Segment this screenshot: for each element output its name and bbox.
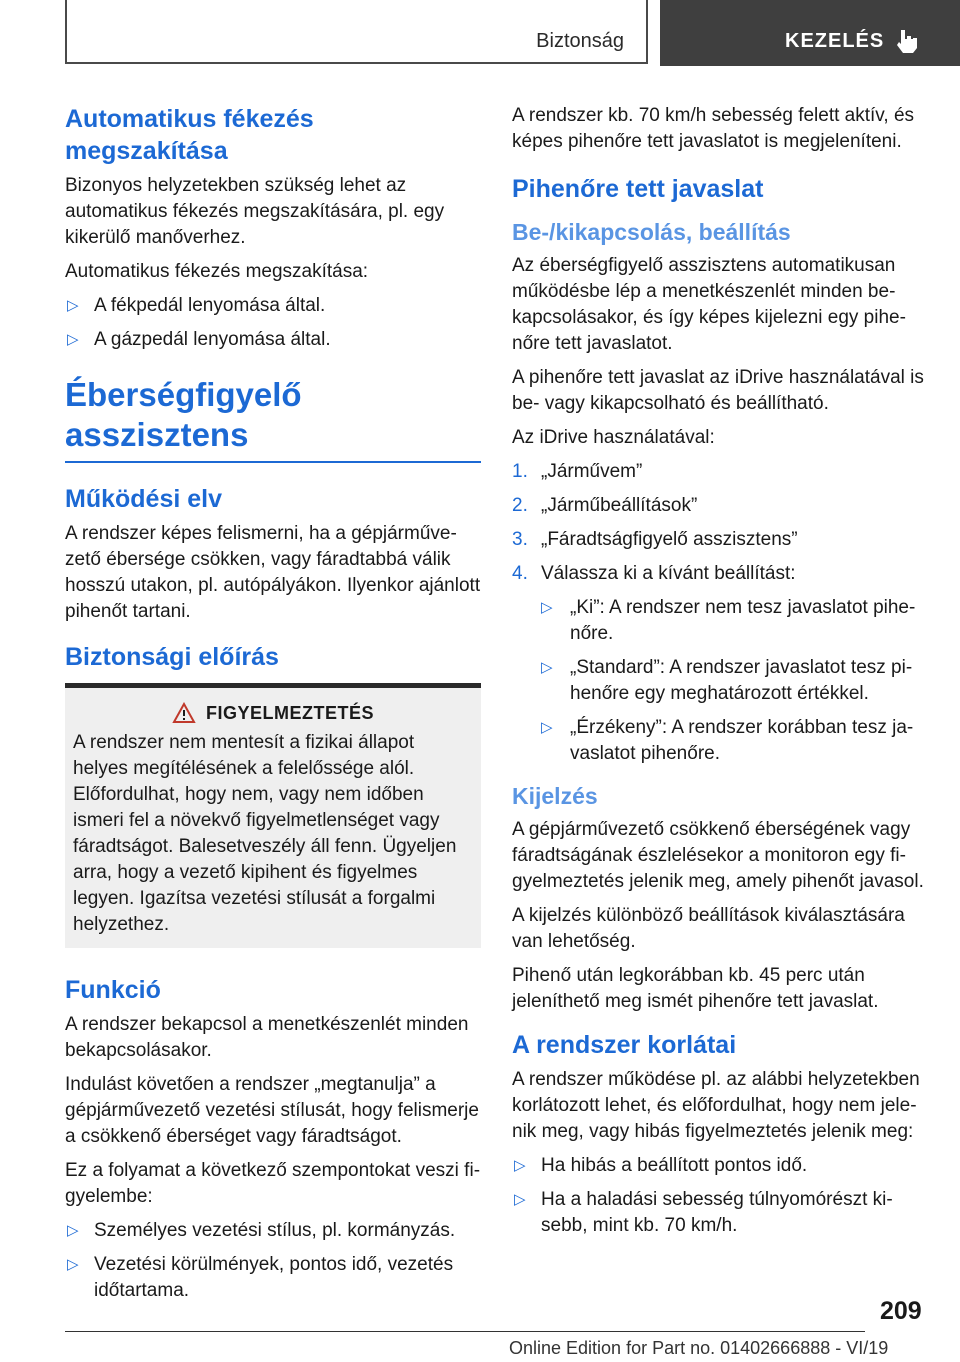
step-number: 4. xyxy=(512,563,528,584)
list-item-text: „Érzékeny”: A rendszer korábban tesz javaslatot pihenőre. xyxy=(570,717,914,764)
header-chapter-title: KEZELÉS xyxy=(785,30,885,52)
sub-list xyxy=(541,595,927,767)
list-item-text: „Ki”: A rendszer nem tesz javaslatot pihenőre. xyxy=(570,597,916,644)
paragraph: A gépjárművezető csökkenő éberségének vagy fáradtságának észlelésekor a monitoron egy figyelmeztetés jelenik meg, amely pihenőt javasol. xyxy=(512,819,924,892)
paragraph: Ez a folyamat a következő szempontokat veszi figyelembe: xyxy=(65,1160,481,1207)
hand-pointer-icon xyxy=(893,26,921,59)
step-text: „Járművem” xyxy=(541,461,643,482)
paragraph: Automatikus fékezés megszakítása: xyxy=(65,261,369,282)
warning-text: A rendszer nem mentesít a fizikai állapot helyes megítélésének a felelőssége alól. Előfordulhat, hogy nem, vagy nem időben ismeri fel a növekvő figyelmetlenséget vagy fáradtságot. Balesetveszély áll fenn. Ügyeljen arra, hogy a vezető kipihent és figyelmes legyen. Igazítsa vezetési stílusát a forgalmi helyzethez. xyxy=(73,732,457,935)
list-item xyxy=(65,1218,481,1244)
left-column xyxy=(65,103,481,1314)
step-item xyxy=(512,527,927,553)
heading-rest-suggestion: Pihenőre tett javaslat xyxy=(512,175,764,203)
footer-divider xyxy=(65,1331,865,1332)
sub-list-item xyxy=(541,715,927,767)
paragraph: A pihenőre tett javaslat az iDrive használatával is be- vagy kikapcsolható és beállítható. xyxy=(512,367,924,414)
heading-on-off: Be-/kikapcsolás, beállítás xyxy=(512,219,791,245)
paragraph: Pihenő után legkorábban kb. 45 perc után jeleníthető meg ismét pihenőre tett javaslat. xyxy=(512,965,879,1012)
step-number: 2. xyxy=(512,495,528,516)
heading-limits: A rendszer korlátai xyxy=(512,1031,737,1059)
step-text: „Járműbeállítások” xyxy=(541,495,698,516)
paragraph: A rendszer kb. 70 km/h sebesség felett aktív, és képes pihenőre tett javaslatot is megjeleníteni. xyxy=(512,105,915,152)
footer-edition: Online Edition for Part no. 01402666888 - VI/19 xyxy=(509,1338,889,1358)
list-item-text: Ha a haladási sebesség túlnyomórészt kisebb, mint kb. 70 km/h. xyxy=(541,1189,893,1236)
heading-attention-assist: Éberségfigyelő asszisztens xyxy=(65,375,481,463)
heading-function: Funkció xyxy=(65,976,161,1004)
triangle-bullet-icon: ▷ xyxy=(67,1222,79,1239)
heading-safety: Biztonsági előírás xyxy=(65,643,279,671)
right-column xyxy=(512,103,927,1249)
paragraph: A kijelzés különböző beállítások kiválasztására van lehetőség. xyxy=(512,905,905,952)
heading-principle: Működési elv xyxy=(65,485,222,513)
list-item xyxy=(65,327,481,353)
header-section-title: Biztonság xyxy=(536,30,624,52)
list-item xyxy=(65,1252,481,1304)
warning-title-text: FIGYELMEZTETÉS xyxy=(205,702,374,723)
step-item xyxy=(512,561,927,767)
triangle-bullet-icon: ▷ xyxy=(67,331,79,348)
sub-list-item xyxy=(541,655,927,707)
triangle-bullet-icon: ▷ xyxy=(541,659,553,676)
list-item-text: Vezetési körülmények, pontos idő, vezetés időtartama. xyxy=(94,1254,454,1301)
triangle-bullet-icon: ▷ xyxy=(541,599,553,616)
paragraph: A rendszer bekapcsol a menetkészenlét minden bekapcsolásakor. xyxy=(65,1014,469,1061)
steps-list xyxy=(512,459,927,767)
list-item xyxy=(512,1153,927,1179)
heading-display: Kijelzés xyxy=(512,783,598,809)
list-item xyxy=(512,1187,927,1239)
step-number: 3. xyxy=(512,529,528,550)
paragraph: Az éberségfigyelő asszisztens automatikusan működésbe lép a menetkészenlét minden bekapcsolásakor, és így képes kijelezni egy pihenőre tett javaslatot. xyxy=(512,255,906,354)
list-item-text: A gázpedál lenyomása által. xyxy=(94,329,331,350)
page-number: 209 xyxy=(880,1297,922,1325)
step-item xyxy=(512,459,927,485)
triangle-bullet-icon: ▷ xyxy=(67,1256,79,1273)
paragraph: Indulást követően a rendszer „megtanulja” a gépjárművezető vezetési stílusát, hogy felismerje a csökkenő éberséget vagy fáradtságot. xyxy=(65,1074,479,1147)
list-item-text: A fékpedál lenyomása által. xyxy=(94,295,326,316)
step-text: Válassza ki a kívánt beállítást: xyxy=(541,563,796,584)
step-number: 1. xyxy=(512,461,528,482)
list-item-text: Ha hibás a beállított pontos idő. xyxy=(541,1155,808,1176)
paragraph: A rendszer működése pl. az alábbi helyzetekben korlátozott lehet, és előfordulhat, hogy nem jelenik meg, vagy hibás figyelmeztetés jelenik meg: xyxy=(512,1069,920,1142)
step-item xyxy=(512,493,927,519)
bullet-list xyxy=(65,293,481,353)
step-text: „Fáradtságfigyelő asszisztens” xyxy=(541,529,798,550)
heading-autobrake: Automatikus fékezés megszakítása xyxy=(65,105,314,165)
list-item-text: „Standard”: A rendszer javaslatot tesz pihenőre egy meghatározott értékkel. xyxy=(570,657,913,704)
header-section-box xyxy=(65,0,648,64)
triangle-bullet-icon: ▷ xyxy=(514,1157,526,1174)
paragraph: A rendszer képes felismerni, ha a gépjárművezető ébersége csökken, vagy fáradtabbá válik hosszú utakon, pl. autópályákon. Ilyenkor ajánlott pihenőt tartani. xyxy=(65,523,481,622)
paragraph: Az iDrive használatával: xyxy=(512,427,715,448)
triangle-bullet-icon: ▷ xyxy=(67,297,79,314)
warning-box xyxy=(65,683,481,948)
list-item-text: Személyes vezetési stílus, pl. kormányzás. xyxy=(94,1220,456,1241)
list-item xyxy=(65,293,481,319)
paragraph: Bizonyos helyzetekben szükség lehet az automatikus fékezés megszakítására, pl. egy kikerülő manőverhez. xyxy=(65,175,445,248)
warning-triangle-icon xyxy=(172,702,196,724)
bullet-list xyxy=(512,1153,927,1239)
triangle-bullet-icon: ▷ xyxy=(541,719,553,736)
triangle-bullet-icon: ▷ xyxy=(514,1191,526,1208)
sub-list-item xyxy=(541,595,927,647)
warning-title xyxy=(73,702,473,724)
bullet-list xyxy=(65,1218,481,1304)
